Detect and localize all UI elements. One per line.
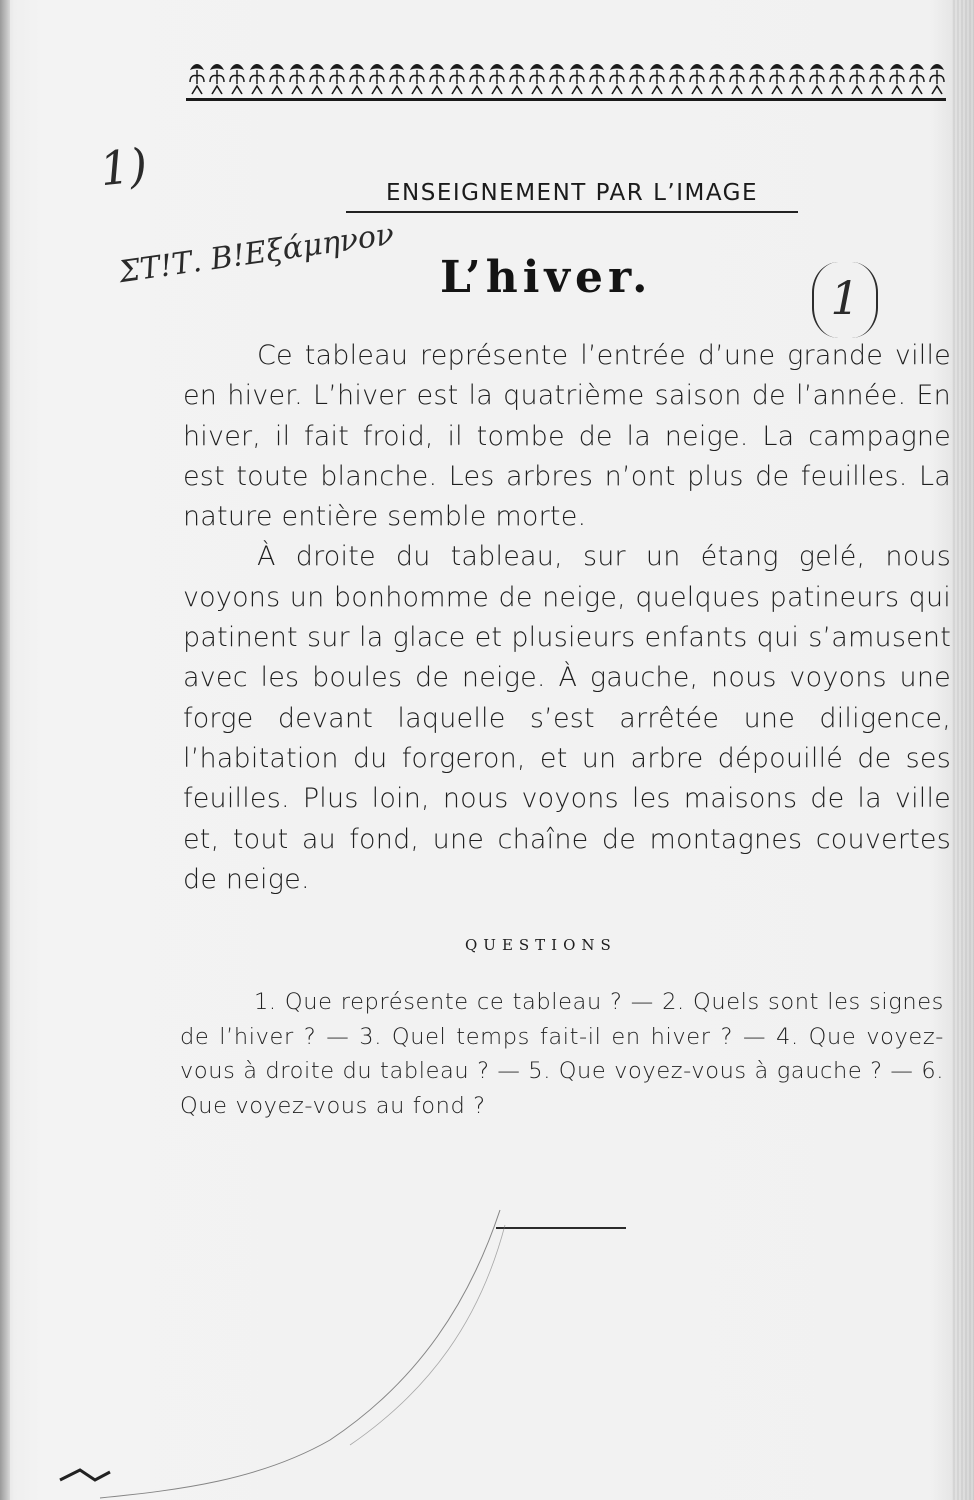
ornament-leaf xyxy=(330,64,344,94)
ornament-leaf xyxy=(790,64,804,94)
ornament-leaf xyxy=(570,64,584,94)
questions-heading: QUESTIONS xyxy=(465,936,617,954)
ornament-leaf xyxy=(310,64,324,94)
ornament-leaf xyxy=(850,64,864,94)
ornament-leaf xyxy=(910,64,924,94)
handwritten-circled-number: 1 xyxy=(812,262,878,338)
ornament-leaf xyxy=(650,64,664,94)
ornament-leaf xyxy=(230,64,244,94)
ornament-leaf xyxy=(610,64,624,94)
ornament-leaf xyxy=(450,64,464,94)
pencil-scribble xyxy=(0,1180,640,1500)
ornament-leaf xyxy=(670,64,684,94)
ornament-leaf xyxy=(350,64,364,94)
handwritten-number: 1) xyxy=(97,137,150,197)
ornament-leaf xyxy=(810,64,824,94)
page-title: L’hiver. xyxy=(440,252,653,303)
ornament-leaf xyxy=(470,64,484,94)
lesson-text xyxy=(183,336,951,900)
ornament-leaf xyxy=(710,64,724,94)
ornament-leaf xyxy=(550,64,564,94)
page-stack-edge xyxy=(952,0,974,1500)
section-header: ENSEIGNEMENT PAR L’IMAGE xyxy=(346,180,798,213)
ornament-leaf xyxy=(430,64,444,94)
ornament-leaf xyxy=(290,64,304,94)
paragraph-1: Ce tableau représente l’entrée d’une grande ville en hiver. L’hiver est la quatrième saison de l’année. En hiver, il fait froid, il tombe de la neige. La campagne est toute blanche. Les arbres n’ont plus de feuilles. La nature entière semble morte. xyxy=(183,340,951,533)
floral-ornament-border xyxy=(186,52,946,104)
ornament-leaf xyxy=(630,64,644,94)
ornament-leaf xyxy=(210,64,224,94)
ornament-leaf xyxy=(590,64,604,94)
ornament-leaf xyxy=(770,64,784,94)
ornament-leaf xyxy=(390,64,404,94)
ornament-leaf xyxy=(190,64,204,94)
ornament-leaf xyxy=(270,64,284,94)
ornament-leaf xyxy=(830,64,844,94)
ornament-leaf xyxy=(510,64,524,94)
ornament-leaf xyxy=(410,64,424,94)
ornament-leaf xyxy=(250,64,264,94)
handwritten-class-note: ΣΤ!Τ. Β!Εξάμηνον xyxy=(116,216,397,291)
ornament-leaf xyxy=(750,64,764,94)
ornament-leaf xyxy=(530,64,544,94)
ornament-leaf xyxy=(490,64,504,94)
ornament-leaf xyxy=(370,64,384,94)
ornament-leaf xyxy=(730,64,744,94)
paragraph-2: À droite du tableau, sur un étang gelé, nous voyons un bonhomme de neige, quelques patineurs qui patinent sur la glace et plusieurs enfants qui s’amusent avec les boules de neige. À gauche, nous voyons une forge devant laquelle s’est arrêtée une diligence, l’habitation du forgeron, et un arbre dépouillé de ses feuilles. Plus loin, nous voyons les maisons de la ville et, tout au fond, une chaîne de montagnes couvertes de neige. xyxy=(183,541,951,895)
ornament-leaf xyxy=(930,64,944,94)
ornament-leaf xyxy=(690,64,704,94)
ornament-leaf xyxy=(890,64,904,94)
questions-text: 1. Que représente ce tableau ? — 2. Quels sont les signes de l’hiver ? — 3. Quel temps fait-il en hiver ? — 4. Que voyez-vous à droite du tableau ? — 5. Que voyez-vous à gauche ? — 6. Que voyez-vous au fond ? xyxy=(180,989,944,1119)
ornament-leaf xyxy=(870,64,884,94)
